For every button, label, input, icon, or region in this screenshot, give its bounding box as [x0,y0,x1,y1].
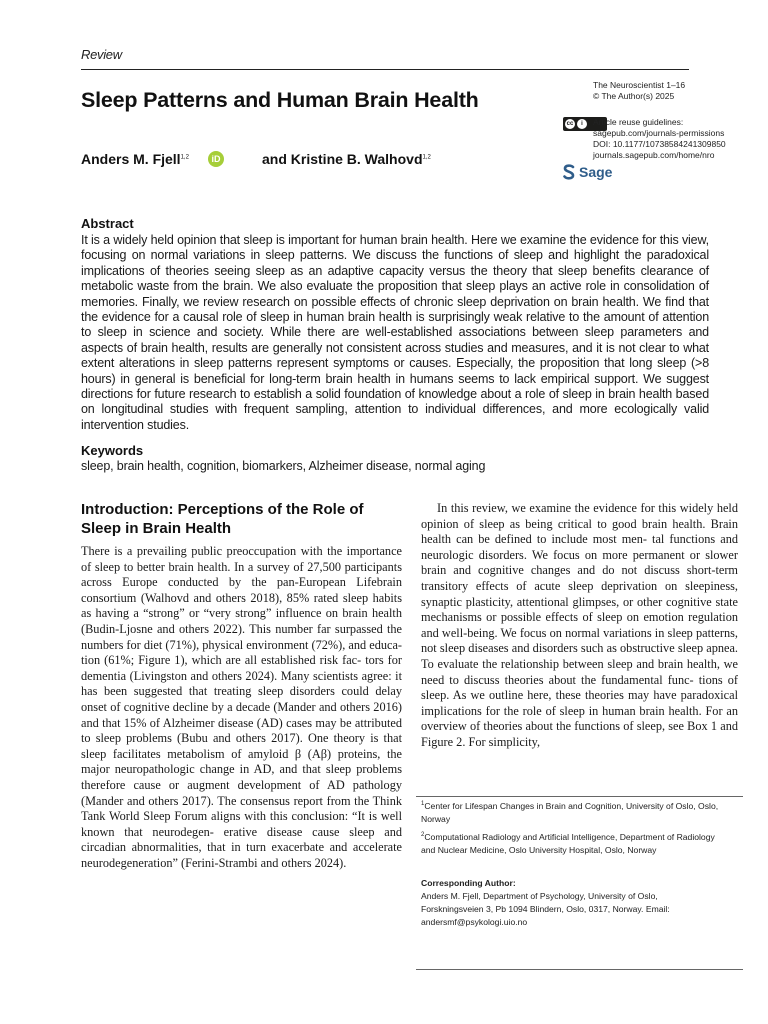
author-2-name: and Kristine B. Walhovd [262,151,423,167]
journal-citation: The Neuroscientist 1–16 [593,80,686,90]
author-1-name: Anders M. Fjell [81,151,181,167]
affiliation-2-number: 2 [421,832,425,838]
intro-paragraph-left: There is a prevailing public preoccupation with the importance of sleep to better brain health. In a survey of 27,500 participants across Europe conducted by the pan-European Lifebrain consortium (Walhovd and others 2018), 85% rated sleep habits as having a “strong” or “very strong” influence on brain health (Budin-Ljosne and others 2022). This number far surpassed the numbers for diet (71%), physical environment (72%), and educa- tion (61%; Figure 1), which are all established risk fac- tors for dementia (Livingston and others 2024). Many scientists agree: it has been suggested that treating sleep disorders could delay onset of cognitive decline by a decade (Mander and others 2016) and that 15% of Alzheimer disease (AD) cases may be attributed to sleep problems (Bubu and others 2017). One theory is that sleep facilitates metabolism of amyloid β (Aβ) proteins, the major neuropathologic change in AD, and that sleep problems therefore cause or augment development of AD pathology (Mander and others 2017). The consensus report from the Think Tank World Sleep Forum aligns with this conclusion: “It is well known that neurodegen- erative disease cause sleep and circadian abnormalities, that in turn exacerbate and accelerate neurodegeneration” (Ferini-Strambi and others 2024). [81,544,402,870]
affiliation-2-text: Computational Radiology and Artificial Intelligence, Department of Radiology and Nuclear Medicine, Oslo University Hospital, Oslo, Norway [421,831,715,855]
corresponding-author-address: Anders M. Fjell, Department of Psychology, University of Oslo, Forskningsveien 3, Pb 1094 Blindern, Oslo, 0317, Norway. [421,891,658,914]
reuse-info [593,117,743,161]
journal-url-link[interactable]: journals.sagepub.com/home/nro [593,150,715,160]
affiliation-2 [421,829,721,857]
cc-logo-icon: cc [566,121,574,127]
author-1-affiliation: 1,2 [180,154,189,161]
doi-link[interactable]: DOI: 10.1177/10738584241309850 [593,139,726,149]
abstract-text: It is a widely held opinion that sleep is important for human brain health. Here we examine the evidence for this view, focusing on normal variations in sleep patterns. We discuss the functions of sleep and highlight the paradoxical implications of theories seeing sleep as an adaptive capacity versus the theory that sleep benefits clearance of metabolic waste from the brain. We also evaluate the proposition that sleep plays an active role in consolidation of memories. Finally, we review research on possible effects of chronic sleep deprivation on brain health. We find that the evidence for a causal role of sleep in human brain health is surprisingly weak relative to the amount of attention to sleep in science and society. While there are well-established associations between sleep parameters and aspects of brain health, results are generally not consistent across studies and measures, and it is not clear to what extent alterations in sleep patterns represent symptoms or causes. Especially, the proposition that long sleep (>8 hours) in general is beneficial for long-term brain health in humans seems to lack empirical support. We suggest directions for future research to establish a solid foundation of knowledge about a role of sleep in brain health based on longitudinal studies with frequent sampling, attention to individual differences, and more ecologically valid intervention studies. [81,233,709,432]
journal-meta [593,80,743,102]
publisher-logo[interactable] [563,164,612,180]
affiliation-1-text: Center for Lifespan Changes in Brain and Cognition, University of Oslo, Oslo, Norway [421,800,719,824]
copyright-line: © The Author(s) 2025 [593,91,675,101]
sage-s-icon [563,164,575,180]
publisher-name: Sage [579,164,613,180]
article-title: Sleep Patterns and Human Brain Health [81,88,479,112]
abstract-heading: Abstract [81,216,134,231]
corresponding-author [421,877,721,929]
affiliation-1-number: 1 [421,801,425,807]
intro-paragraph-right: In this review, we examine the evidence for this widely held opinion of sleep as being critical to good brain health. Brain health can be defined to include most men- tal functions and neurologic disorders. We focus on more permanent or slower brain and cognitive changes and do not discuss short-term transitory effects of acute sleep deprivation on sleepiness, synaptic plasticity, attentional glimpses, or other cognitive state mechanisms or possible effects of sleep on emotion regulation and well-being. We focus on normal variations in sleep patterns, not sleep diseases and disorders such as obstructive sleep apnea. To evaluate the relationship between sleep and brain health, we need to discuss theories about the fundamental func- tions of sleep. As we outline here, these theories may have paradoxical implications for the role of sleep in human brain health. For an overview of theories about the functions of sleep, see Box 1 and Figure 2. For simplicity, [421,501,738,749]
intro-heading: Introduction: Perceptions of the Role of Sleep in Brain Health [81,501,364,537]
permissions-link[interactable]: sagepub.com/journals-permissions [593,128,725,138]
author-1[interactable] [81,151,189,167]
section-tag: Review [81,47,122,62]
keywords-text: sleep, brain health, cognition, biomarkers, Alzheimer disease, normal aging [81,459,486,473]
affiliation-1 [421,798,721,826]
author-2-affiliation: 1,2 [422,154,431,161]
corresponding-author-heading: Corresponding Author: [421,878,516,888]
attribution-icon: i [577,119,587,129]
email-label: Email: [645,904,670,914]
keywords-heading: Keywords [81,443,144,458]
orcid-icon[interactable]: iD [208,151,224,167]
header-rule [81,69,689,70]
author-2[interactable] [262,151,431,167]
reuse-guidelines: Article reuse guidelines: [593,117,684,127]
footnote-rule [416,796,743,797]
corresponding-author-email[interactable]: andersmf@psykologi.uio.no [421,917,528,927]
footnote-bottom-rule [416,969,743,970]
